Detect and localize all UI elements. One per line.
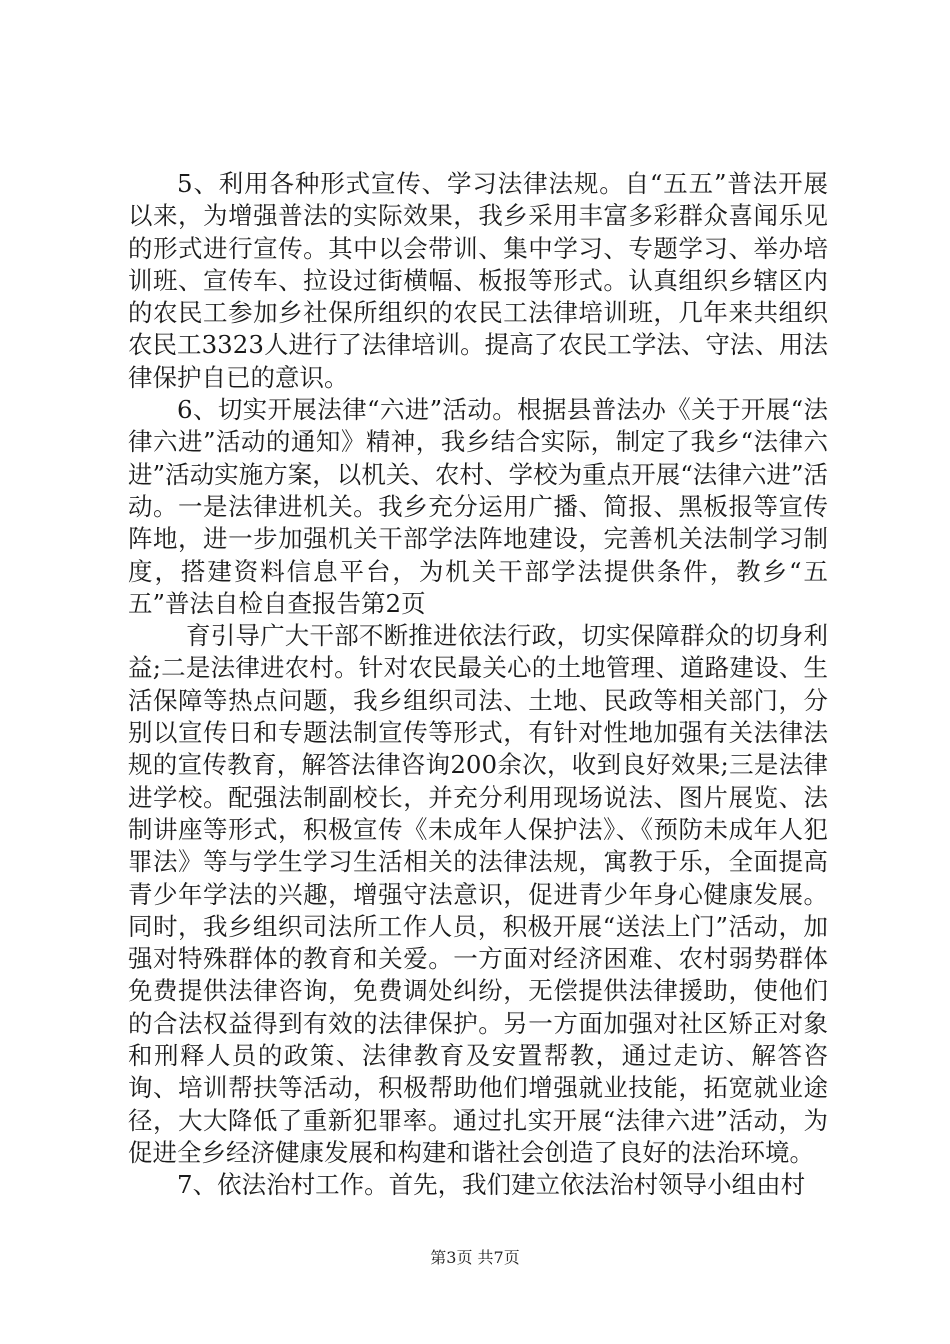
- paragraph-6-six-entries: 6、切实开展法律“六进”活动。根据县普法办《关于开展“法律六进”活动的通知》精神，我乡结合实际，制定了我乡“法律六进”活动实施方案，以机关、农村、学校为重点开展“法律六进”活动。一是法律进机关。我乡充分运用广播、简报、黑板报等宣传阵地，进一步加强机关干部学法阵地建设，完善机关法制学习制度，搭建资料信息平台，为机关干部学法提供条件，教乡“五五”普法自检自查报告第2页: [128, 395, 828, 618]
- paragraph-5-publicity: 5、利用各种形式宣传、学习法律法规。自“五五”普法开展以来，为增强普法的实际效果，我乡采用丰富多彩群众喜闻乐见的形式进行宣传。其中以会带训、集中学习、专题学习、举办培训班、宣传车、拉设过街横幅、板报等形式。认真组织乡辖区内的农民工参加乡社保所组织的农民工法律培训班，几年来共组织农民工3323人进行了法律培训。提高了农民工学法、守法、用法律保护自已的意识。: [128, 169, 828, 392]
- page-footer: [0, 1248, 950, 1268]
- document-body: [128, 168, 828, 1202]
- page-total: 共7页: [477, 1248, 520, 1267]
- paragraph-6-continued: 育引导广大干部不断推进依法行政，切实保障群众的切身利益;二是法律进农村。针对农民最关心的土地管理、道路建设、生活保障等热点问题，我乡组织司法、土地、民政等相关部门，分别以宣传日和专题法制宣传等形式，有针对性地加强有关法律法规的宣传教育，解答法律咨询200余次，收到良好效果;三是法律进学校。配强法制副校长，并充分利用现场说法、图片展览、法制讲座等形式，积极宣传《未成年人保护法》、《预防未成年人犯罪法》等与学生学习生活相关的法律法规，寓教于乐，全面提高青少年学法的兴趣，增强守法意识，促进青少年身心健康发展。同时，我乡组织司法所工作人员，积极开展“送法上门”活动，加强对特殊群体的教育和关爱。一方面对经济困难、农村弱势群体免费提供法律咨询，免费调处纠纷，无偿提供法律援助，使他们的合法权益得到有效的法律保护。另一方面加强对社区矫正对象和刑释人员的政策、法律教育及安置帮教，通过走访、解答咨询、培训帮扶等活动，积极帮助他们增强就业技能，拓宽就业途径，大大降低了重新犯罪率。通过扎实开展“法律六进”活动，为促进全乡经济健康发展和构建和谐社会创造了良好的法治环境。: [128, 621, 828, 1167]
- page-number: 第3页: [430, 1248, 473, 1267]
- paragraph-7-village-governance: 7、依法治村工作。首先，我们建立依法治村领导小组由村: [177, 1170, 806, 1200]
